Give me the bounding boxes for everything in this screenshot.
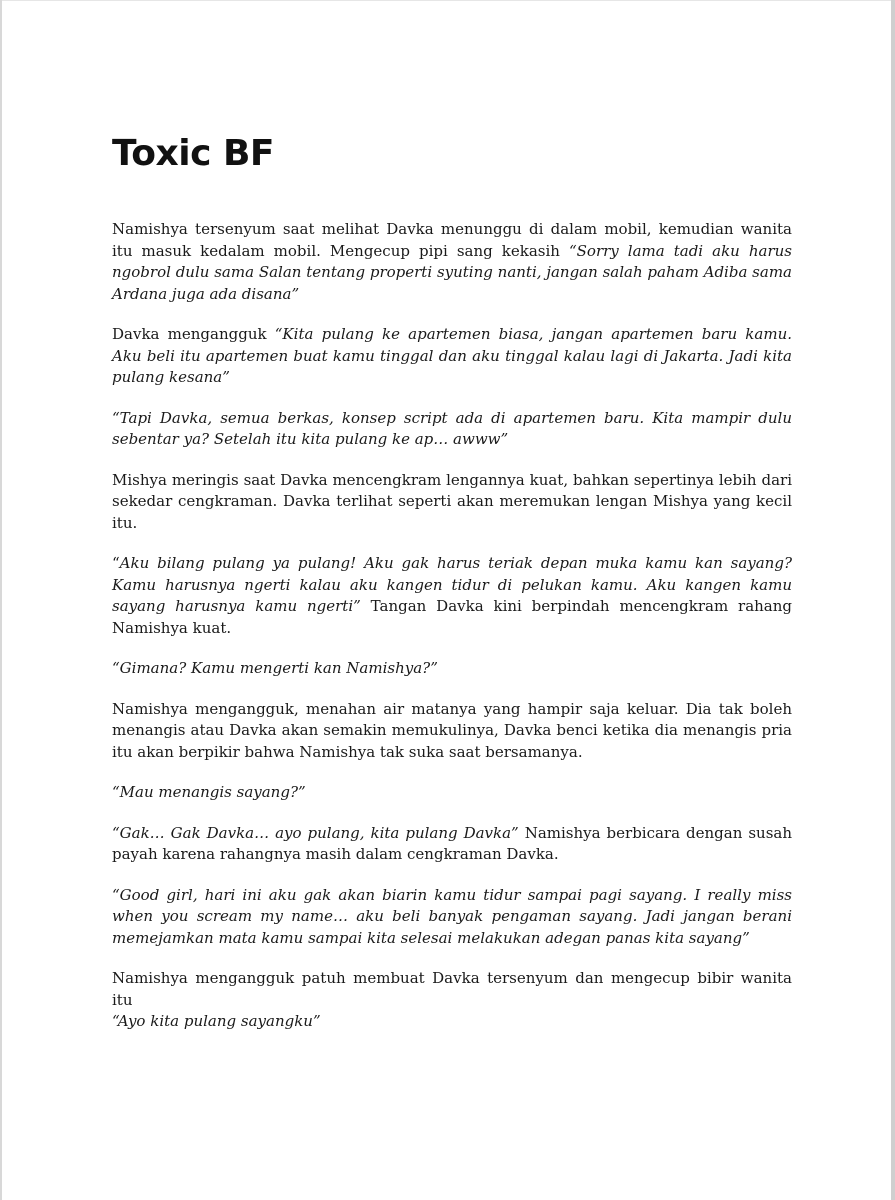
dialogue-text: “Gimana? Kamu mengerti kan Namishya?” (112, 659, 438, 677)
narration-text: Mishya meringis saat Davka mencengkram lengannya kuat, bahkan sepertinya lebih dari sekedar cengkraman. Davka terlihat seperti akan meremukan lengan Mishya yang kecil itu. (112, 470, 792, 532)
dialogue-text: “Tapi Davka, semua berkas, konsep script ada di apartemen baru. Kita mampir dulu sebentar ya? Setelah itu kita pulang ke ap… awww” (112, 408, 792, 448)
narration-text: Namishya mengangguk, menahan air matanya yang hampir saja keluar. Dia tak boleh menangis atau Davka akan semakin memukulinya, Davka benci ketika dia menangis pria itu akan berpikir bahwa Namishya tak suka saat bersamanya. (112, 699, 792, 761)
page-top-edge (2, 0, 891, 1)
opening-quote: “ (112, 554, 120, 572)
paragraph (112, 408, 792, 451)
narration-text: Tangan Davka kini berpindah mencengkram rahang Namishya kuat. (112, 597, 793, 637)
dialogue-text: “Kita pulang ke apartemen biasa, jangan apartemen baru kamu. Aku beli itu apartemen buat kamu tinggal dan aku tinggal kalau lagi di Jakarta. Jadi kita pulang kesana” (112, 325, 792, 386)
dialogue-text: “Good girl, hari ini aku gak akan biarin kamu tidur sampai pagi sayang. I really miss when you scream my name… aku beli banyak pengaman sayang. Jadi jangan berani memejamkan mata kamu sampai kita selesai melakukan adegan panas kita sayang” (112, 885, 792, 947)
paragraph (112, 470, 792, 535)
document-title: Toxic BF (112, 133, 274, 174)
dialogue-text: “Ayo kita pulang sayangku” (112, 1012, 321, 1030)
paragraph (112, 699, 792, 764)
paragraph (112, 885, 792, 950)
document-body (112, 128, 792, 1052)
paragraph (112, 553, 792, 639)
narration-text: Namishya mengangguk patuh membuat Davka tersenyum dan mengecup bibir wanita itu (112, 969, 792, 1009)
paragraph (112, 782, 792, 804)
paragraph (112, 968, 792, 1033)
paragraph (112, 823, 792, 866)
paragraph (112, 658, 792, 680)
paragraph (112, 219, 792, 305)
dialogue-text: “Sorry lama tadi aku harus ngobrol dulu sama Salan tentang properti syuting nanti, jangan salah paham Adiba sama Ardana juga ada disana” (112, 241, 792, 303)
narration-text: Namishya berbicara dengan susah payah karena rahangnya masih dalam cengkraman Davka. (112, 823, 792, 863)
narration-text: Davka mengangguk (112, 325, 275, 343)
narration-text: Namishya tersenyum saat melihat Davka menunggu di dalam mobil, kemudian wanita itu masuk kedalam mobil. Mengecup pipi sang kekasih (112, 220, 792, 260)
paragraph (112, 324, 792, 389)
dialogue-text: “Gak… Gak Davka… ayo pulang, kita pulang Davka” (112, 823, 519, 842)
dialogue-text: “Mau menangis sayang?” (112, 783, 306, 801)
dialogue-text: Aku bilang pulang ya pulang! Aku gak harus teriak depan muka kamu kan sayang? Kamu harusnya ngerti kalau aku kangen tidur di pelukan kamu. Aku kangen kamu sayang harusnya kamu ngerti” (112, 554, 792, 615)
